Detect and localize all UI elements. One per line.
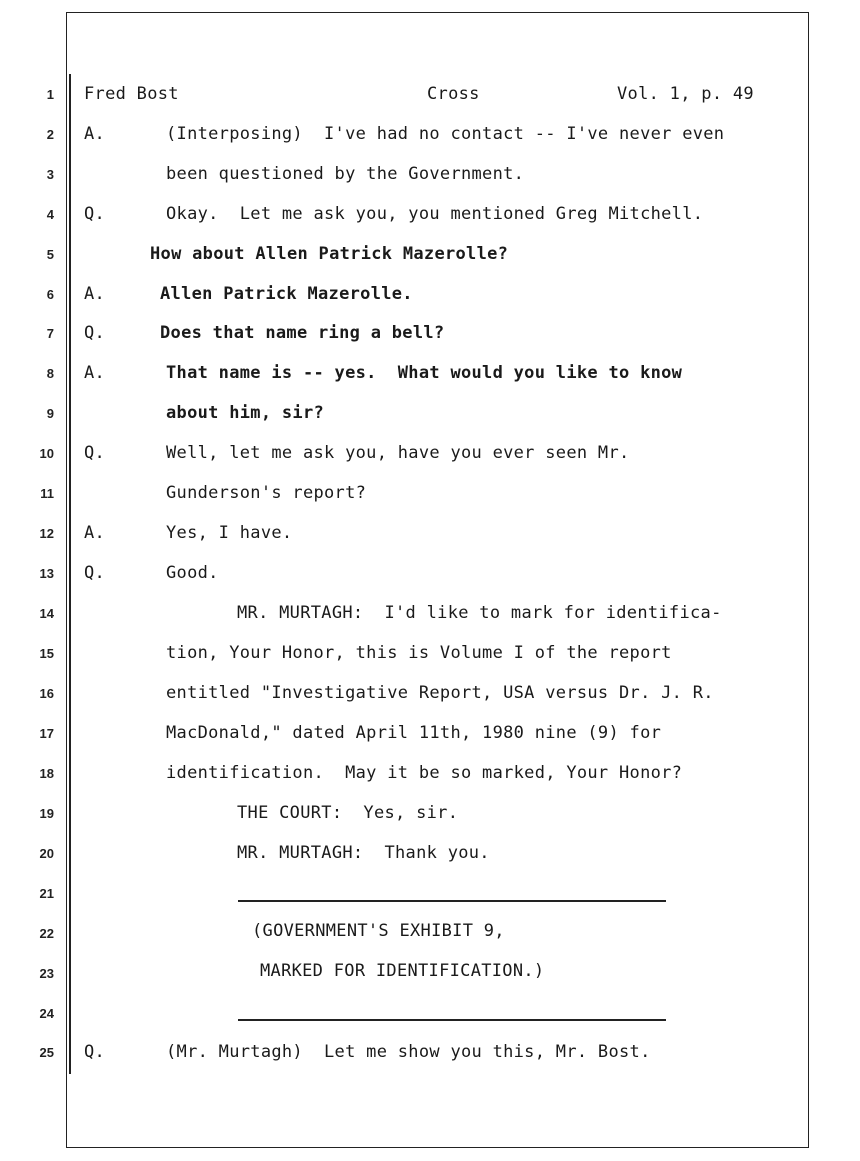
exhibit-rule-bottom xyxy=(238,1019,666,1021)
line-number: 13 xyxy=(39,566,54,581)
line-number: 5 xyxy=(46,247,54,262)
margin-line xyxy=(69,74,71,1074)
transcript-line: about him, sir? xyxy=(166,403,325,423)
line-number: 25 xyxy=(39,1045,54,1060)
header-witness: Fred Bost xyxy=(84,84,179,104)
speaker-label: Q. xyxy=(84,563,106,583)
speaker-label: A. xyxy=(84,363,106,383)
line-number: 23 xyxy=(39,966,54,981)
transcript-line: Okay. Let me ask you, you mentioned Greg Mitchell. xyxy=(166,204,704,224)
line-number: 10 xyxy=(39,446,54,461)
transcript-line: tion, Your Honor, this is Volume I of the report xyxy=(166,643,672,663)
line-number: 14 xyxy=(39,606,54,621)
transcript-line: (Interposing) I've had no contact -- I've never even xyxy=(166,124,725,144)
transcript-line: THE COURT: Yes, sir. xyxy=(237,803,459,823)
transcript-line: MR. MURTAGH: I'd like to mark for identifica- xyxy=(237,603,722,623)
transcript-line: Well, let me ask you, have you ever seen Mr. xyxy=(166,443,630,463)
line-number: 16 xyxy=(39,686,54,701)
transcript-line: That name is -- yes. What would you like to know xyxy=(166,363,683,383)
speaker-label: Q. xyxy=(84,323,106,343)
speaker-label: A. xyxy=(84,284,106,304)
line-number: 20 xyxy=(39,846,54,861)
transcript-line: How about Allen Patrick Mazerolle? xyxy=(150,244,509,264)
speaker-label: A. xyxy=(84,523,106,543)
line-number: 17 xyxy=(39,726,54,741)
transcript-line: entitled "Investigative Report, USA versus Dr. J. R. xyxy=(166,683,714,703)
header-exam: Cross xyxy=(427,84,480,104)
header-volume-page: Vol. 1, p. 49 xyxy=(617,84,754,104)
line-number: 15 xyxy=(39,646,54,661)
exhibit-rule-top xyxy=(238,900,666,902)
line-number: 6 xyxy=(46,287,54,302)
line-number: 9 xyxy=(46,406,54,421)
line-number: 18 xyxy=(39,766,54,781)
transcript-line: identification. May it be so marked, Your Honor? xyxy=(166,763,683,783)
line-number: 22 xyxy=(39,926,54,941)
transcript-line: (Mr. Murtagh) Let me show you this, Mr. Bost. xyxy=(166,1042,651,1062)
speaker-label: A. xyxy=(84,124,106,144)
transcript-line: MR. MURTAGH: Thank you. xyxy=(237,843,490,863)
line-number: 8 xyxy=(46,366,54,381)
speaker-label: Q. xyxy=(84,443,106,463)
transcript-line: been questioned by the Government. xyxy=(166,164,525,184)
line-number: 24 xyxy=(39,1006,54,1021)
transcript-line: Yes, I have. xyxy=(166,523,293,543)
transcript-line: Does that name ring a bell? xyxy=(160,323,445,343)
speaker-label: Q. xyxy=(84,1042,106,1062)
transcript-line: Allen Patrick Mazerolle. xyxy=(160,284,413,304)
line-number: 19 xyxy=(39,806,54,821)
exhibit-marker: MARKED FOR IDENTIFICATION.) xyxy=(260,961,545,981)
line-number: 12 xyxy=(39,526,54,541)
speaker-label: Q. xyxy=(84,204,106,224)
line-number: 3 xyxy=(46,167,54,182)
transcript-line: Good. xyxy=(166,563,219,583)
exhibit-marker: (GOVERNMENT'S EXHIBIT 9, xyxy=(252,921,505,941)
line-number: 2 xyxy=(46,127,54,142)
transcript-line: Gunderson's report? xyxy=(166,483,367,503)
line-number: 21 xyxy=(39,886,54,901)
transcript-line: MacDonald," dated April 11th, 1980 nine (9) for xyxy=(166,723,662,743)
line-number: 1 xyxy=(46,87,54,102)
line-number: 11 xyxy=(40,486,54,501)
line-number: 4 xyxy=(46,207,54,222)
line-number: 7 xyxy=(46,326,54,341)
